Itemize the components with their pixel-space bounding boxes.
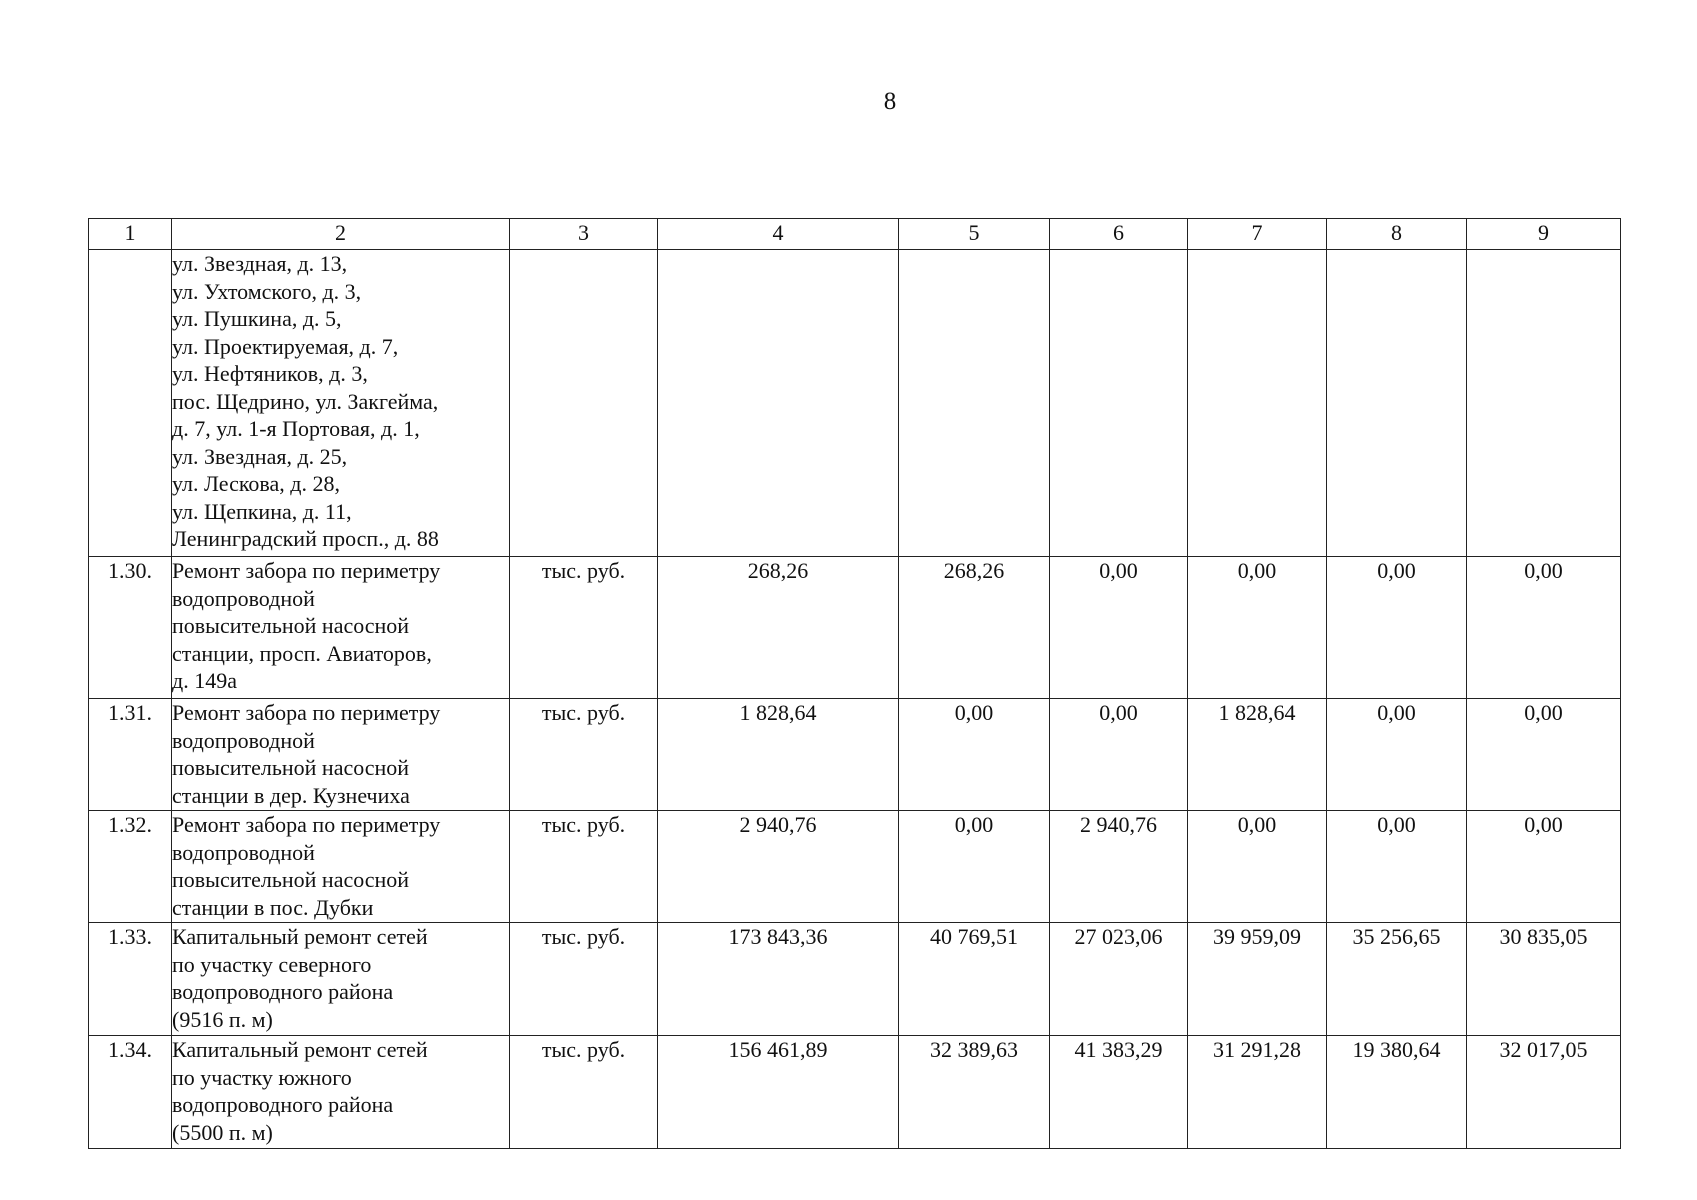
description-line: ул. Пушкина, д. 5, (172, 306, 342, 331)
column-header: 6 (1050, 219, 1188, 250)
value-cell: 0,00 (1467, 557, 1621, 699)
column-number-row (89, 219, 1621, 250)
description-line: Капитальный ремонт сетей (172, 1037, 428, 1062)
column-header: 7 (1188, 219, 1327, 250)
description-line: станции в пос. Дубки (172, 894, 374, 920)
column-header: 2 (172, 219, 510, 250)
value-cell: 31 291,28 (1188, 1036, 1327, 1149)
value-cell: 1 828,64 (1188, 699, 1327, 811)
value-cell: 2 940,76 (658, 811, 899, 923)
value-cell: 0,00 (1327, 557, 1467, 699)
description-line: станции, просп. Авиаторов, (172, 640, 432, 666)
description-line: повысительной насосной (172, 755, 410, 780)
column-header: 8 (1327, 219, 1467, 250)
description-line: д. 7, ул. 1-я Портовая, д. 1, (172, 416, 420, 441)
value-cell: 0,00 (1327, 699, 1467, 811)
description-line: водопроводной (172, 585, 315, 611)
value-cell (1467, 250, 1621, 557)
description-line: водопроводного района (172, 1092, 394, 1117)
description-line: Капитальный ремонт сетей (172, 924, 428, 949)
value-cell: 268,26 (899, 557, 1050, 699)
description-line: ул. Звездная, д. 13, (172, 251, 348, 276)
description-line: ул. Ухтомского, д. 3, (172, 278, 362, 304)
value-cell (1050, 250, 1188, 557)
value-cell: 0,00 (899, 699, 1050, 811)
row-number: 1.30. (89, 557, 172, 699)
table-row (89, 557, 1621, 699)
value-cell: 0,00 (899, 811, 1050, 923)
description-line: станции в дер. Кузнечиха (172, 782, 410, 808)
budget-table (88, 218, 1621, 1149)
value-cell: 19 380,64 (1327, 1036, 1467, 1149)
value-cell: 0,00 (1467, 699, 1621, 811)
description-line: по участку северного (172, 951, 372, 977)
value-cell: 32 017,05 (1467, 1036, 1621, 1149)
value-cell (1327, 250, 1467, 557)
value-cell: 173 843,36 (658, 923, 899, 1036)
description-line: Ленинградский просп., д. 88 (172, 526, 439, 551)
table-row (89, 811, 1621, 923)
description-line: Ремонт забора по периметру (172, 812, 441, 837)
value-cell: 27 023,06 (1050, 923, 1188, 1036)
row-unit (510, 250, 658, 557)
description-line: водопроводной (172, 727, 315, 753)
row-unit: тыс. руб. (510, 1036, 658, 1149)
row-unit: тыс. руб. (510, 811, 658, 923)
description-line: водопроводного района (172, 979, 394, 1004)
value-cell: 1 828,64 (658, 699, 899, 811)
column-header: 5 (899, 219, 1050, 250)
value-cell: 39 959,09 (1188, 923, 1327, 1036)
value-cell (1188, 250, 1327, 557)
row-description (172, 923, 510, 1036)
description-line: Ремонт забора по периметру (172, 700, 441, 725)
description-line: ул. Звездная, д. 25, (172, 443, 348, 469)
row-description (172, 1036, 510, 1149)
column-header: 1 (89, 219, 172, 250)
row-unit: тыс. руб. (510, 557, 658, 699)
row-unit: тыс. руб. (510, 923, 658, 1036)
description-line: ул. Лескова, д. 28, (172, 471, 340, 496)
value-cell: 156 461,89 (658, 1036, 899, 1149)
description-line: ул. Щепкина, д. 11, (172, 498, 352, 524)
value-cell: 40 769,51 (899, 923, 1050, 1036)
value-cell: 0,00 (1188, 811, 1327, 923)
description-line: (5500 п. м) (172, 1119, 273, 1145)
row-unit: тыс. руб. (510, 699, 658, 811)
value-cell: 268,26 (658, 557, 899, 699)
value-cell: 0,00 (1050, 557, 1188, 699)
column-header: 4 (658, 219, 899, 250)
description-line: пос. Щедрино, ул. Закгейма, (172, 388, 439, 414)
value-cell: 0,00 (1050, 699, 1188, 811)
value-cell: 30 835,05 (1467, 923, 1621, 1036)
value-cell: 32 389,63 (899, 1036, 1050, 1149)
page-number: 8 (883, 88, 897, 115)
description-line: ул. Нефтяников, д. 3, (172, 361, 368, 386)
description-line: (9516 п. м) (172, 1006, 273, 1032)
row-description (172, 811, 510, 923)
row-description (172, 250, 510, 557)
column-header: 9 (1467, 219, 1621, 250)
table-row (89, 699, 1621, 811)
value-cell (899, 250, 1050, 557)
value-cell: 0,00 (1327, 811, 1467, 923)
description-line: Ремонт забора по периметру (172, 558, 441, 583)
description-line: повысительной насосной (172, 613, 410, 638)
row-number (89, 250, 172, 557)
row-number: 1.31. (89, 699, 172, 811)
description-line: по участку южного (172, 1064, 352, 1090)
row-number: 1.34. (89, 1036, 172, 1149)
description-line: повысительной насосной (172, 867, 410, 892)
value-cell: 35 256,65 (1327, 923, 1467, 1036)
value-cell (658, 250, 899, 557)
table-row (89, 1036, 1621, 1149)
value-cell: 0,00 (1188, 557, 1327, 699)
row-number: 1.33. (89, 923, 172, 1036)
table-row (89, 250, 1621, 557)
row-description (172, 557, 510, 699)
value-cell: 0,00 (1467, 811, 1621, 923)
column-header: 3 (510, 219, 658, 250)
description-line: д. 149а (172, 668, 237, 693)
description-line: водопроводной (172, 839, 315, 865)
description-line: ул. Проектируемая, д. 7, (172, 333, 399, 359)
value-cell: 41 383,29 (1050, 1036, 1188, 1149)
table-row (89, 923, 1621, 1036)
value-cell: 2 940,76 (1050, 811, 1188, 923)
row-number: 1.32. (89, 811, 172, 923)
row-description (172, 699, 510, 811)
